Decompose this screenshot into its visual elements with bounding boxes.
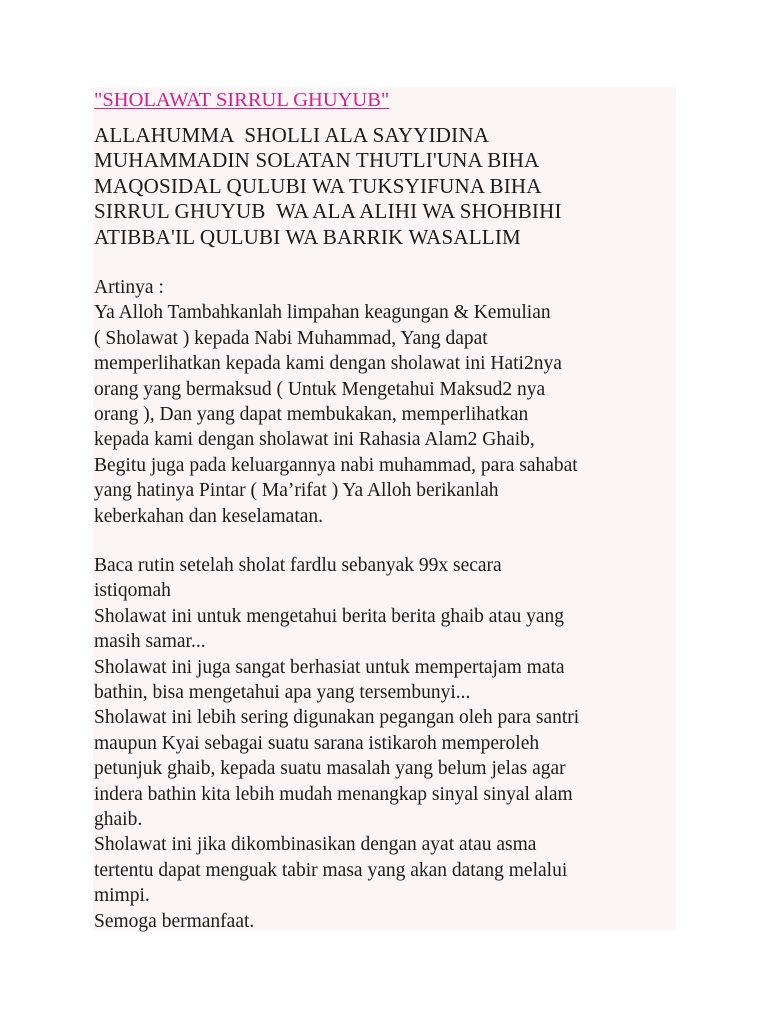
transliteration-line: SIRRUL GHUYUB WA ALA ALIHI WA SHOHBIHI [94, 199, 562, 224]
meaning-label: Artinya : [94, 277, 164, 298]
usage-line: Sholawat ini jika dikombinasikan dengan ayat atau asma [94, 834, 537, 856]
meaning-line: kepada kami dengan sholawat ini Rahasia Alam2 Ghaib, [94, 429, 535, 451]
usage-line: tertentu dapat menguak tabir masa yang akan datang melalui [94, 859, 568, 881]
meaning-line: keberkahan dan keselamatan. [94, 505, 324, 527]
meaning-section [94, 275, 694, 529]
document-title-text: "SHOLAWAT SIRRUL GHUYUB" [94, 89, 390, 111]
sholawat-transliteration [94, 123, 694, 250]
meaning-line: ( Sholawat ) kepada Nabi Muhammad, Yang dapat [94, 327, 488, 349]
usage-line: indera bathin kita lebih mudah menangkap sinyal sinyal alam [94, 783, 573, 805]
meaning-line: yang hatinya Pintar ( Ma’rifat ) Ya Alloh berikanlah [94, 480, 499, 502]
document-title [94, 87, 694, 113]
usage-section [94, 553, 694, 934]
transliteration-line: ATIBBA'IL QULUBI WA BARRIK WASALLIM [94, 224, 521, 249]
usage-line: masih samar... [94, 631, 206, 653]
meaning-line: Begitu juga pada keluargannya nabi muhammad, para sahabat [94, 454, 578, 476]
usage-line: Sholawat ini untuk mengetahui berita berita ghaib atau yang [94, 605, 565, 627]
usage-line: mimpi. [94, 885, 150, 907]
usage-line: Baca rutin setelah sholat fardlu sebanyak 99x secara [94, 555, 502, 576]
usage-line: Sholawat ini lebih sering digunakan pegangan oleh para santri [94, 707, 580, 729]
meaning-line: orang yang bermaksud ( Untuk Mengetahui Maksud2 nya [94, 378, 546, 400]
transliteration-line: ALLAHUMMA SHOLLI ALA SAYYIDINA [94, 123, 490, 147]
usage-line: petunjuk ghaib, kepada suatu masalah yang belum jelas agar [94, 758, 566, 780]
usage-line: Semoga bermanfaat. [94, 910, 255, 932]
usage-line: bathin, bisa mengetahui apa yang tersembunyi... [94, 682, 471, 704]
transliteration-line: MUHAMMADIN SOLATAN THUTLI'UNA BIHA [94, 148, 540, 173]
usage-line: Sholawat ini juga sangat berhasiat untuk mempertajam mata [94, 656, 565, 678]
transliteration-line: MAQOSIDAL QULUBI WA TUKSYIFUNA BIHA [94, 173, 542, 198]
usage-line: istiqomah [94, 580, 171, 602]
usage-line: ghaib. [94, 809, 143, 831]
meaning-line: memperlihatkan kepada kami dengan sholawat ini Hati2nya [94, 353, 562, 375]
meaning-line: Ya Alloh Tambahkanlah limpahan keagungan & Kemulian [94, 302, 551, 324]
usage-line: maupun Kyai sebagai suatu sarana istikaroh memperoleh [94, 732, 540, 754]
meaning-line: orang ), Dan yang dapat membukakan, memperlihatkan [94, 404, 529, 426]
